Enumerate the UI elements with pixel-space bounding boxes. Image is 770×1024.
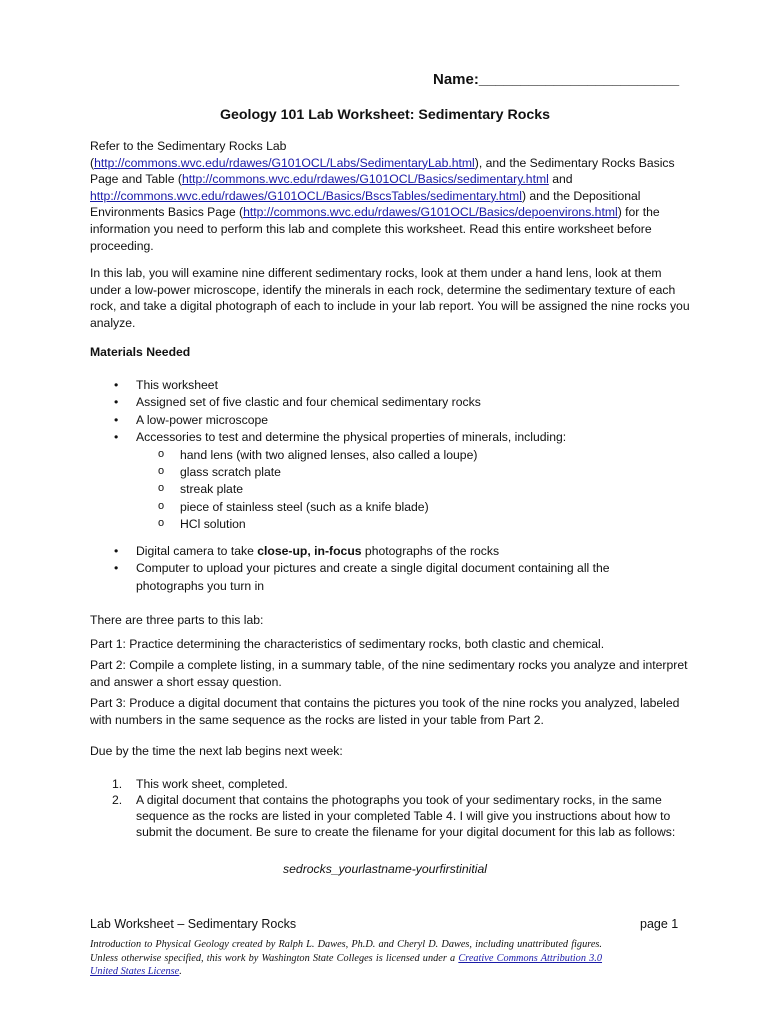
- camera-text-end: photographs of the rocks: [361, 544, 500, 558]
- equipment-list: [90, 543, 690, 595]
- list-item: [90, 543, 690, 560]
- materials-heading: Materials Needed: [90, 345, 191, 359]
- list-item: [90, 377, 690, 394]
- due-item-text: A digital document that contains the photographs you took of your sedimentary rocks, in the same sequence as the rocks are listed in your completed Table 4. I will give you instructions about how to submit the document. Be sure to create the filename for your digital document for this lab as follows:: [136, 793, 676, 839]
- sublist-item: [136, 499, 690, 516]
- sublist-item-text: glass scratch plate: [180, 465, 281, 480]
- circle-bullet-icon: o: [158, 465, 165, 478]
- list-item: [90, 412, 690, 429]
- camera-text: Digital camera to take: [136, 544, 258, 558]
- due-intro: Due by the time the next lab begins next week:: [90, 744, 343, 758]
- depositional-environments-link[interactable]: http://commons.wvc.edu/rdawes/G101OCL/Basics/depoenvirons.html: [243, 205, 618, 220]
- credit-end: .: [179, 966, 182, 978]
- circle-bullet-icon: o: [158, 499, 165, 512]
- lab-description: In this lab, you will examine nine different sedimentary rocks, look at them under a hand lens, look at them under a low-power microscope, identify the minerals in each rock, determine the sedimentary texture of each rock, and take a digital photograph of each to include in your lab report. You will be assigned the nine rocks you analyze.: [90, 266, 690, 330]
- sublist-item: [136, 447, 690, 464]
- list-item-text: Assigned set of five clastic and four chemical sedimentary rocks: [136, 395, 481, 410]
- bullet-icon: •: [114, 395, 119, 410]
- list-item: [90, 560, 690, 595]
- part-3: Part 3: Produce a digital document that contains the pictures you took of the nine rocks you analyzed, labeled with numbers in the same sequence as the rocks are listed in your table from Part 2.: [90, 696, 680, 727]
- bullet-icon: •: [114, 412, 119, 427]
- bullet-icon: •: [114, 378, 119, 392]
- intro-text-end: ) for the information you need to perform this lab and complete this worksheet. Read this entire worksheet before proceeding.: [90, 205, 660, 253]
- part-2: Part 2: Compile a complete listing, in a summary table, of the nine sedimentary rocks you analyze and interpret and answer a short essay question.: [90, 658, 688, 689]
- bullet-icon: •: [114, 430, 119, 445]
- bullet-icon: •: [114, 561, 119, 576]
- sublist-item-text: hand lens (with two aligned lenses, also called a loupe): [180, 447, 478, 462]
- list-item: [90, 429, 690, 533]
- list-item-text: A low-power microscope: [136, 412, 269, 427]
- sedimentary-table-link[interactable]: http://commons.wvc.edu/rdawes/G101OCL/Basics/BscsTables/sedimentary.html: [90, 188, 522, 203]
- accessories-sublist: [136, 447, 690, 534]
- camera-emphasis: close-up, in-focus: [257, 544, 362, 558]
- circle-bullet-icon: o: [158, 517, 165, 530]
- license-credit: [90, 938, 602, 979]
- circle-bullet-icon: o: [158, 447, 165, 460]
- sublist-item: [136, 516, 690, 533]
- footer-title: Lab Worksheet – Sedimentary Rocks: [90, 917, 297, 931]
- page-number: page 1: [640, 917, 679, 931]
- list-item-text: This worksheet: [136, 378, 218, 392]
- intro-refer-text: Refer to the Sedimentary Rocks Lab: [90, 139, 287, 153]
- intro-text-3: ) and the Depositional Environments Basics Page (: [90, 188, 641, 220]
- credit-text: Introduction to Physical Geology created by Ralph L. Dawes, Ph.D. and Cheryl D. Dawes, including unattributed figures. Unless otherwise specified, this work by Washington State Colleges is licensed under a: [90, 939, 602, 964]
- due-item: [90, 776, 690, 792]
- sublist-item: [136, 464, 690, 481]
- part-1: Part 1: Practice determining the characteristics of sedimentary rocks, both clastic and chemical.: [90, 637, 605, 651]
- page-title: Geology 101 Lab Worksheet: Sedimentary Rocks: [219, 107, 551, 123]
- sedimentary-lab-link[interactable]: http://commons.wvc.edu/rdawes/G101OCL/Labs/SedimentaryLab.html: [94, 155, 475, 170]
- license-link[interactable]: Creative Commons Attribution 3.0 United States License: [90, 952, 603, 978]
- filename-format: sedrocks_yourlastname-yourfirstinitial: [283, 862, 487, 876]
- sedimentary-basics-link[interactable]: http://commons.wvc.edu/rdawes/G101OCL/Basics/sedimentary.html: [181, 172, 549, 187]
- name-field-label: Name:________________________: [433, 71, 680, 88]
- sublist-item-text: streak plate: [180, 482, 244, 497]
- due-list: [90, 776, 690, 840]
- computer-text: Computer to upload your pictures and create a single digital document containing all the photographs you turn in: [136, 561, 610, 593]
- materials-list: [90, 377, 690, 534]
- sublist-item: [136, 481, 690, 498]
- sublist-item-text: piece of stainless steel (such as a knife blade): [180, 499, 429, 514]
- parts-intro: There are three parts to this lab:: [90, 613, 264, 627]
- intro-text-2: ), and the Sedimentary Rocks Basics Page and Table (: [90, 155, 675, 187]
- bullet-icon: •: [114, 544, 119, 558]
- due-item-text: This work sheet, completed.: [136, 777, 288, 791]
- list-item-text: Accessories to test and determine the physical properties of minerals, including:: [136, 430, 567, 445]
- intro-text-and: and: [548, 172, 573, 187]
- due-item-number: 2.: [112, 793, 123, 807]
- circle-bullet-icon: o: [158, 482, 165, 495]
- sublist-item-text: HCl solution: [180, 517, 246, 532]
- list-item: [90, 394, 690, 411]
- intro-paragraph: Refer to the Sedimentary Rocks Lab (http://commons.wvc.edu/rdawes/G101OCL/Labs/SedimentaryLab.html), and the Sedimentary Rocks Basics Page and Table (http://commons.wvc.edu/rdawes/G101OCL/Basics/sedimentary.html and http://commons.wvc.edu/rdawes/G101OCL/Basics/BscsTables/sedimentary.html) and the Depositional Environments Basics Page (http://commons.wvc.edu/rdawes/G101OCL/Basics/depoenvirons.html) for the information you need to perform this lab and complete this worksheet. Read this entire worksheet before proceeding.: [90, 139, 675, 253]
- due-item-number: 1.: [112, 777, 123, 791]
- due-item: [90, 792, 690, 840]
